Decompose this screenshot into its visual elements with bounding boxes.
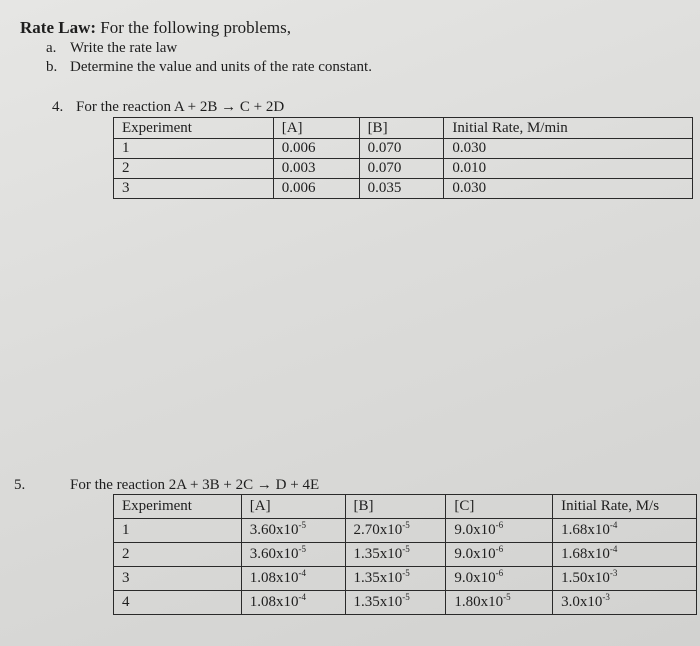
cell-exponent: -5 — [402, 592, 410, 602]
table-cell: 0.006 — [273, 139, 359, 159]
table-cell: 0.006 — [273, 179, 359, 199]
header-text: For the following problems, — [100, 18, 292, 37]
cell-base: 9.0x10 — [454, 546, 496, 562]
table-cell — [446, 543, 553, 567]
table-row — [114, 519, 697, 543]
table-cell — [241, 591, 345, 615]
problem5-table — [113, 494, 697, 615]
cell-exponent: -6 — [495, 520, 504, 530]
table-cell — [553, 591, 697, 615]
table-cell — [345, 567, 446, 591]
cell-exponent: -6 — [495, 568, 504, 578]
instruction-a-label: a. — [46, 40, 57, 56]
cell-exponent: -6 — [495, 544, 504, 554]
table-cell: 3 — [114, 179, 274, 199]
cell-base: 3.0x10 — [561, 594, 603, 610]
cell-exponent: -5 — [402, 568, 410, 578]
table-row — [114, 179, 693, 199]
problem4-number: 4. — [52, 99, 64, 115]
table-cell — [345, 543, 446, 567]
cell-base: 1.08x10 — [249, 570, 299, 586]
cell-exponent: -3 — [609, 568, 618, 578]
table-cell: 0.070 — [359, 159, 444, 179]
cell-base: 1.80x10 — [454, 594, 504, 610]
table-header-cell: Experiment — [114, 118, 274, 139]
table-cell: 0.035 — [359, 179, 444, 199]
table-header-cell: [A] — [273, 118, 359, 139]
instruction-b-text: Determine the value and units of the rate constant. — [70, 59, 372, 75]
instruction-b-label: b. — [46, 59, 58, 75]
table-cell — [114, 519, 242, 543]
table-cell — [553, 567, 697, 591]
table-cell — [446, 591, 553, 615]
cell-base: 1.08x10 — [249, 594, 299, 610]
cell-exponent: -4 — [298, 568, 306, 578]
table-header-row — [114, 495, 697, 519]
table-header-cell: Experiment — [114, 495, 242, 519]
table-header-cell: [A] — [241, 495, 345, 519]
table-header-cell: Initial Rate, M/min — [444, 118, 693, 139]
table-header-cell: Initial Rate, M/s — [553, 495, 697, 519]
cell-base: 1.35x10 — [353, 594, 403, 610]
table-row — [114, 543, 697, 567]
table-cell — [553, 519, 697, 543]
table-header-row — [114, 118, 693, 139]
table-cell: 2 — [114, 159, 274, 179]
cell-base: 9.0x10 — [454, 522, 496, 538]
instruction-a — [46, 40, 177, 57]
table-cell — [241, 519, 345, 543]
cell-base: 1.68x10 — [561, 522, 610, 538]
table-row — [114, 139, 693, 159]
cell-base: 9.0x10 — [454, 570, 496, 586]
cell-exponent: -4 — [609, 520, 618, 530]
table-cell: 0.070 — [359, 139, 444, 159]
table-header-cell: [B] — [345, 495, 446, 519]
cell-exponent: -5 — [402, 544, 410, 554]
table-cell — [345, 591, 446, 615]
cell-exponent: -4 — [609, 544, 618, 554]
problem4-table — [113, 117, 693, 199]
header-title: Rate Law: — [20, 18, 97, 37]
table-header-cell: [C] — [446, 495, 553, 519]
table-row — [114, 591, 697, 615]
cell-base: 1.35x10 — [353, 570, 403, 586]
cell-base: 4 — [122, 594, 130, 610]
table-cell: 0.003 — [273, 159, 359, 179]
table-cell — [241, 567, 345, 591]
cell-base: 3.60x10 — [249, 546, 299, 562]
table-cell — [241, 543, 345, 567]
table-row — [114, 567, 697, 591]
cell-exponent: -3 — [602, 592, 610, 602]
cell-base: 1.35x10 — [353, 546, 403, 562]
cell-exponent: -4 — [298, 592, 306, 602]
problem4-text: For the reaction A + 2B → C + 2D — [76, 99, 285, 115]
instruction-b — [46, 59, 372, 76]
table-cell: 1 — [114, 139, 274, 159]
page-header — [20, 18, 291, 38]
table-cell: 0.030 — [444, 179, 693, 199]
table-cell — [553, 543, 697, 567]
cell-exponent: -5 — [298, 520, 306, 530]
cell-base: 2.70x10 — [353, 522, 403, 538]
cell-exponent: -5 — [402, 520, 410, 530]
problem4-heading — [52, 99, 284, 116]
problem5-text: For the reaction 2A + 3B + 2C → D + 4E — [70, 477, 320, 493]
table-header-cell: [B] — [359, 118, 444, 139]
cell-base: 3 — [122, 570, 130, 586]
table-cell — [345, 519, 446, 543]
table-cell — [446, 567, 553, 591]
table-cell — [446, 519, 553, 543]
table-cell — [114, 567, 242, 591]
table-cell: 0.010 — [444, 159, 693, 179]
cell-exponent: -5 — [503, 592, 511, 602]
table-cell — [114, 591, 242, 615]
instruction-a-text: Write the rate law — [70, 40, 178, 56]
problem5-number: 5. — [14, 477, 26, 493]
cell-base: 3.60x10 — [249, 522, 299, 538]
table-cell — [114, 543, 242, 567]
table-row — [114, 159, 693, 179]
table-cell: 0.030 — [444, 139, 693, 159]
cell-base: 1 — [122, 522, 130, 538]
cell-base: 2 — [122, 546, 130, 562]
cell-base: 1.68x10 — [561, 546, 610, 562]
cell-exponent: -5 — [298, 544, 306, 554]
cell-base: 1.50x10 — [561, 570, 610, 586]
